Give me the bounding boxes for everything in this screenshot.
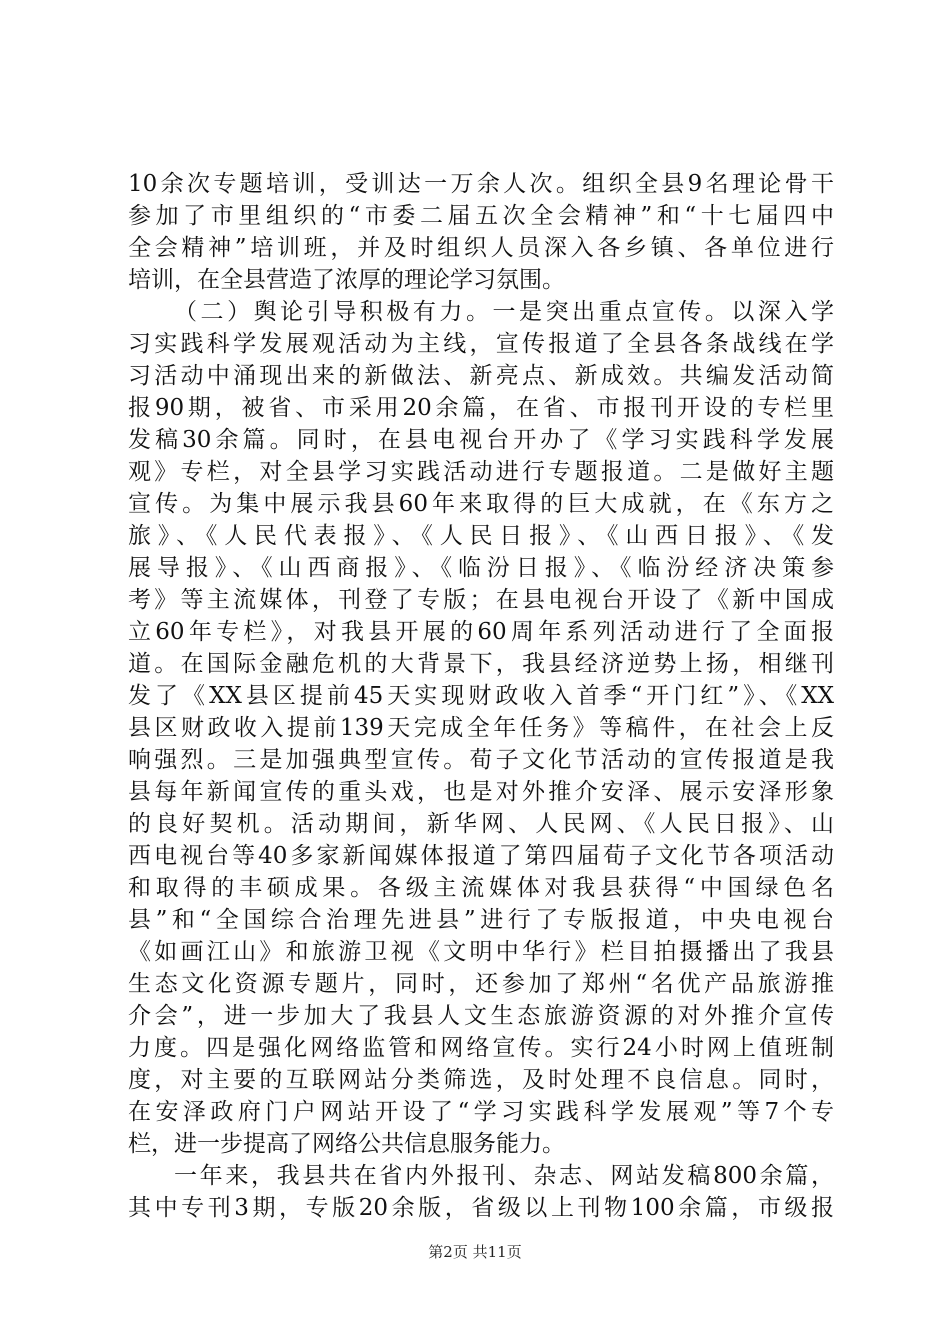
- text-line: 发了《XX县区提前45天实现财政收入首季“开门红”》、《XX: [128, 683, 834, 709]
- text-line: 的良好契机。活动期间，新华网、人民网、《人民日报》、山: [128, 811, 834, 837]
- text-line: 培训，在全县营造了浓厚的理论学习氛围。: [128, 267, 565, 293]
- text-line: 10余次专题培训，受训达一万余人次。组织全县9名理论骨干: [128, 171, 834, 197]
- text-line: 栏，进一步提高了网络公共信息服务能力。: [128, 1131, 565, 1157]
- text-line: 和取得的丰硕成果。各级主流媒体对我县获得“中国绿色名: [128, 875, 834, 901]
- text-line: 报90期，被省、市采用20余篇，在省、市报刊开设的专栏里: [128, 395, 834, 421]
- text-line: 旅》、《人民代表报》、《人民日报》、《山西日报》、《发: [128, 523, 834, 549]
- text-line: 在安泽政府门户网站开设了“学习实践科学发展观”等7个专: [128, 1099, 834, 1125]
- text-line: （二）舆论引导积极有力。一是突出重点宣传。以深入学: [174, 299, 834, 325]
- text-line: 习实践科学发展观活动为主线，宣传报道了全县各条战线在学: [128, 331, 834, 357]
- text-line: 生态文化资源专题片，同时，还参加了郑州“名优产品旅游推: [128, 971, 834, 997]
- text-line: 展导报》、《山西商报》、《临汾日报》、《临汾经济决策参: [128, 555, 834, 581]
- text-line: 发稿30余篇。同时，在县电视台开办了《学习实践科学发展: [128, 427, 834, 453]
- text-line: 《如画江山》和旅游卫视《文明中华行》栏目拍摄播出了我县: [128, 939, 834, 965]
- text-line: 介会”，进一步加大了我县人文生态旅游资源的对外推介宣传: [128, 1003, 834, 1029]
- body-text: [128, 168, 834, 1224]
- text-line: 观》专栏，对全县学习实践活动进行专题报道。二是做好主题: [128, 459, 834, 485]
- text-line: 县每年新闻宣传的重头戏，也是对外推介安泽、展示安泽形象: [128, 779, 834, 805]
- text-line: 道。在国际金融危机的大背景下，我县经济逆势上扬，相继刊: [128, 651, 834, 677]
- text-line: 习活动中涌现出来的新做法、新亮点、新成效。共编发活动简: [128, 363, 834, 389]
- text-line: 县区财政收入提前139天完成全年任务》等稿件，在社会上反: [128, 715, 834, 741]
- text-line: 西电视台等40多家新闻媒体报道了第四届荀子文化节各项活动: [128, 843, 834, 869]
- text-line: 宣传。为集中展示我县60年来取得的巨大成就，在《东方之: [128, 491, 834, 517]
- text-line: 立60年专栏》，对我县开展的60周年系列活动进行了全面报: [128, 619, 834, 645]
- text-line: 力度。四是强化网络监管和网络宣传。实行24小时网上值班制: [128, 1035, 834, 1061]
- text-line: 参加了市里组织的“市委二届五次全会精神”和“十七届四中: [128, 203, 834, 229]
- text-line: 县”和“全国综合治理先进县”进行了专版报道，中央电视台: [128, 907, 834, 933]
- text-line: 响强烈。三是加强典型宣传。荀子文化节活动的宣传报道是我: [128, 747, 834, 773]
- text-line: 度，对主要的互联网站分类筛选，及时处理不良信息。同时，: [128, 1067, 834, 1093]
- text-line: 一年来，我县共在省内外报刊、杂志、网站发稿800余篇，: [174, 1163, 834, 1189]
- text-line: 考》等主流媒体，刊登了专版；在县电视台开设了《新中国成: [128, 587, 834, 613]
- page-number-footer: 第2页 共11页: [428, 1243, 522, 1261]
- text-line: 其中专刊3期，专版20余版，省级以上刊物100余篇，市级报: [128, 1195, 834, 1221]
- text-line: 全会精神”培训班，并及时组织人员深入各乡镇、各单位进行: [128, 235, 834, 261]
